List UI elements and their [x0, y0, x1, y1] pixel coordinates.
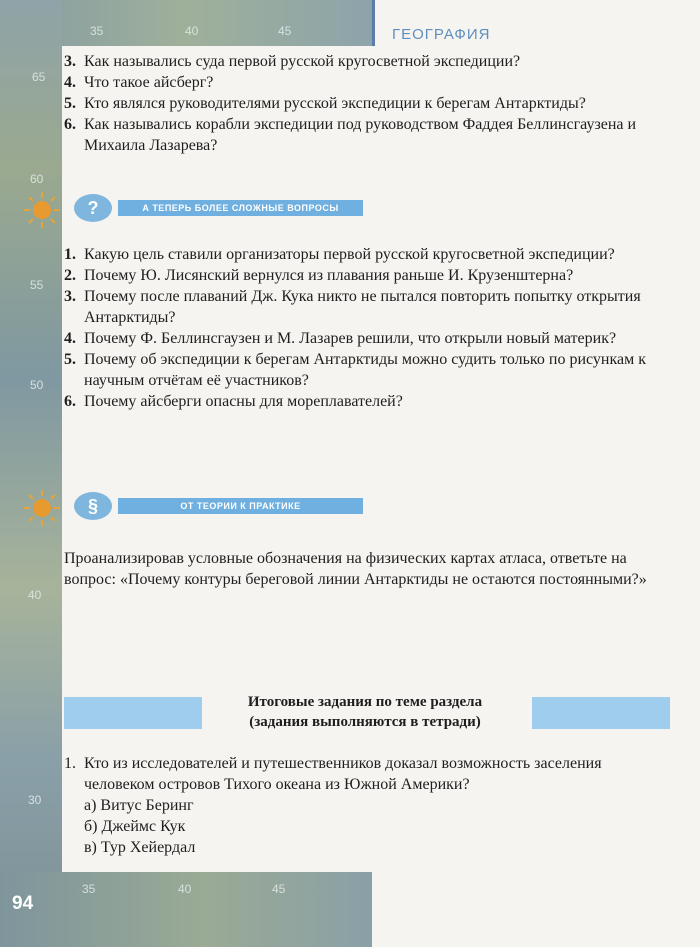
map-grid-label: 35: [90, 24, 104, 38]
question-item: [64, 93, 676, 114]
question-number: 4.: [64, 74, 76, 91]
question-number: 3.: [64, 53, 76, 70]
map-grid-label: 65: [32, 70, 46, 84]
question-text: Почему об экспедиции к берегам Антарктиды можно судить только по рисункам к научным отчётам её участников?: [84, 351, 646, 389]
question-text: Как назывались корабли экспедиции под руководством Фаддея Беллинсгаузена и Михаила Лазарева?: [84, 116, 637, 154]
question-item: [64, 753, 676, 795]
answer-option: а) Витус Беринг: [84, 797, 194, 814]
question-list-hard: [64, 244, 676, 412]
question-list-basic: [64, 51, 676, 156]
map-grid-label: 35: [82, 882, 96, 896]
subject-header: ГЕОГРАФИЯ: [392, 26, 491, 43]
question-text: Кто являлся руководителями русской экспедиции к берегам Антарктиды?: [84, 95, 586, 112]
map-grid-label: 40: [28, 588, 42, 602]
question-item: [64, 72, 676, 93]
question-number: 4.: [64, 330, 76, 347]
question-number: 6.: [64, 393, 76, 410]
question-item: [64, 349, 676, 391]
question-number: 1.: [64, 755, 76, 772]
decor-bar-right: [532, 697, 670, 729]
section-banner-hard: [18, 190, 363, 230]
question-text: Почему айсберги опасны для мореплавателей?: [84, 393, 403, 410]
map-grid-label: 40: [185, 24, 199, 38]
practice-paragraph: Проанализировав условные обозначения на физических картах атласа, ответьте на вопрос: «Почему контуры береговой линии Антарктиды не остаются постоянными?»: [64, 550, 647, 588]
decor-bar-left: [64, 697, 202, 729]
question-text: Почему после плаваний Дж. Кука никто не пытался повторить попытку открытия Антарктиды?: [84, 288, 641, 326]
question-item: [64, 328, 676, 349]
question-text: Как назывались суда первой русской кругосветной экспедиции?: [84, 53, 521, 70]
answer-options: [84, 795, 195, 858]
final-question: [64, 753, 676, 795]
question-text: Почему Ф. Беллинсгаузен и М. Лазарев решили, что открыли новый материк?: [84, 330, 617, 347]
question-text: Кто из исследователей и путешественников доказал возможность заселения человеком островов Тихого океана из Южной Америки?: [84, 755, 602, 793]
question-number: 5.: [64, 95, 76, 112]
question-item: [64, 51, 676, 72]
page-number: 94: [12, 893, 34, 914]
question-mark-icon: ?: [74, 194, 112, 222]
map-grid-label: 60: [30, 172, 44, 186]
map-grid-label: 30: [28, 793, 42, 807]
question-number: 2.: [64, 267, 76, 284]
final-tasks-header: [64, 692, 676, 732]
map-grid-label: 55: [30, 278, 44, 292]
question-number: 3.: [64, 288, 76, 305]
section-title: А ТЕПЕРЬ БОЛЕЕ СЛОЖНЫЕ ВОПРОСЫ: [118, 200, 363, 216]
question-text: Какую цель ставили организаторы первой русской кругосветной экспедиции?: [84, 246, 615, 263]
map-grid-label: 50: [30, 378, 44, 392]
question-number: 5.: [64, 351, 76, 368]
map-grid-label: 40: [178, 882, 192, 896]
paragraph-icon: §: [74, 492, 112, 520]
map-grid-label: 45: [278, 24, 292, 38]
question-text: Почему Ю. Лисянский вернулся из плавания раньше И. Крузенштерна?: [84, 267, 574, 284]
question-item: [64, 114, 676, 156]
question-number: 6.: [64, 116, 76, 133]
sun-icon: [18, 190, 66, 230]
page-area-bottom: [372, 872, 700, 947]
final-title-line1: Итоговые задания по теме раздела: [247, 694, 483, 710]
page-area: [62, 46, 700, 872]
question-item: [64, 244, 676, 265]
question-item: [64, 265, 676, 286]
map-grid-label: 45: [272, 882, 286, 896]
final-title-line2: (задания выполняются в тетради): [249, 714, 481, 730]
question-item: [64, 391, 676, 412]
answer-option: б) Джеймс Кук: [84, 818, 186, 835]
answer-option: в) Тур Хейердал: [84, 839, 196, 856]
question-number: 1.: [64, 246, 76, 263]
sun-icon: [18, 488, 66, 528]
question-text: Что такое айсберг?: [84, 74, 214, 91]
section-title: ОТ ТЕОРИИ К ПРАКТИКЕ: [118, 498, 363, 514]
section-banner-practice: [18, 488, 363, 528]
question-item: [64, 286, 676, 328]
